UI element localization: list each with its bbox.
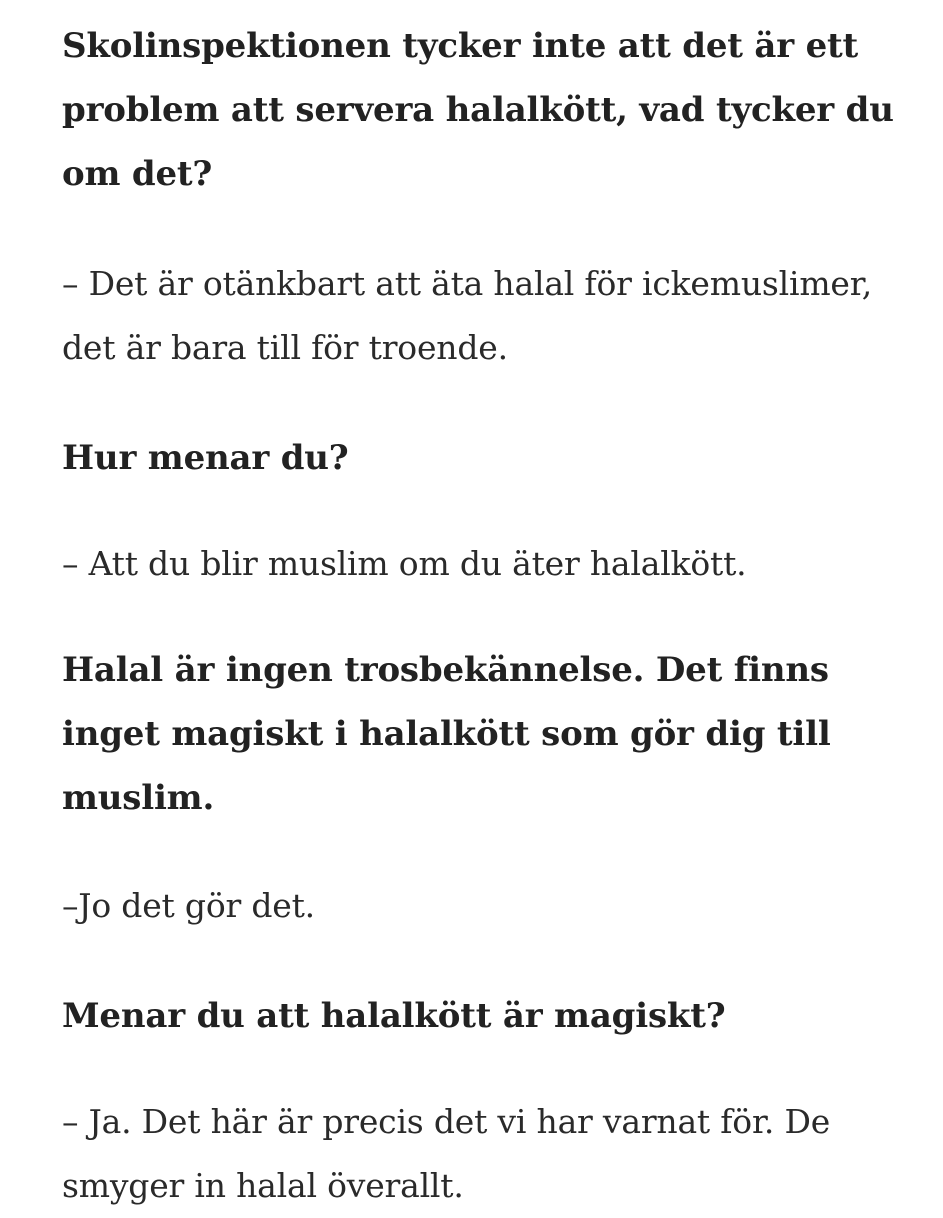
interview-answer: – Att du blir muslim om du äter halalkött. [62,544,747,583]
interview-answer: – Det är otänkbart att äta halal för ickemuslimer, det är bara till för troende. [62,264,872,367]
interview-question: Hur menar du? [62,438,349,478]
interview-answer: – Ja. Det här är precis det vi har varnat för. De smyger in halal överallt. [62,1102,831,1205]
interview-article [62,14,922,1218]
interview-question: Halal är ingen trosbekännelse. Det finns inget magiskt i halalkött som gör dig till muslim. [62,650,831,818]
interview-answer: –Jo det gör det. [62,886,315,925]
interview-question: Skolinspektionen tycker inte att det är ett problem att servera halalkött, vad tycker du om det? [62,26,894,194]
interview-question: Menar du att halalkött är magiskt? [62,996,726,1036]
